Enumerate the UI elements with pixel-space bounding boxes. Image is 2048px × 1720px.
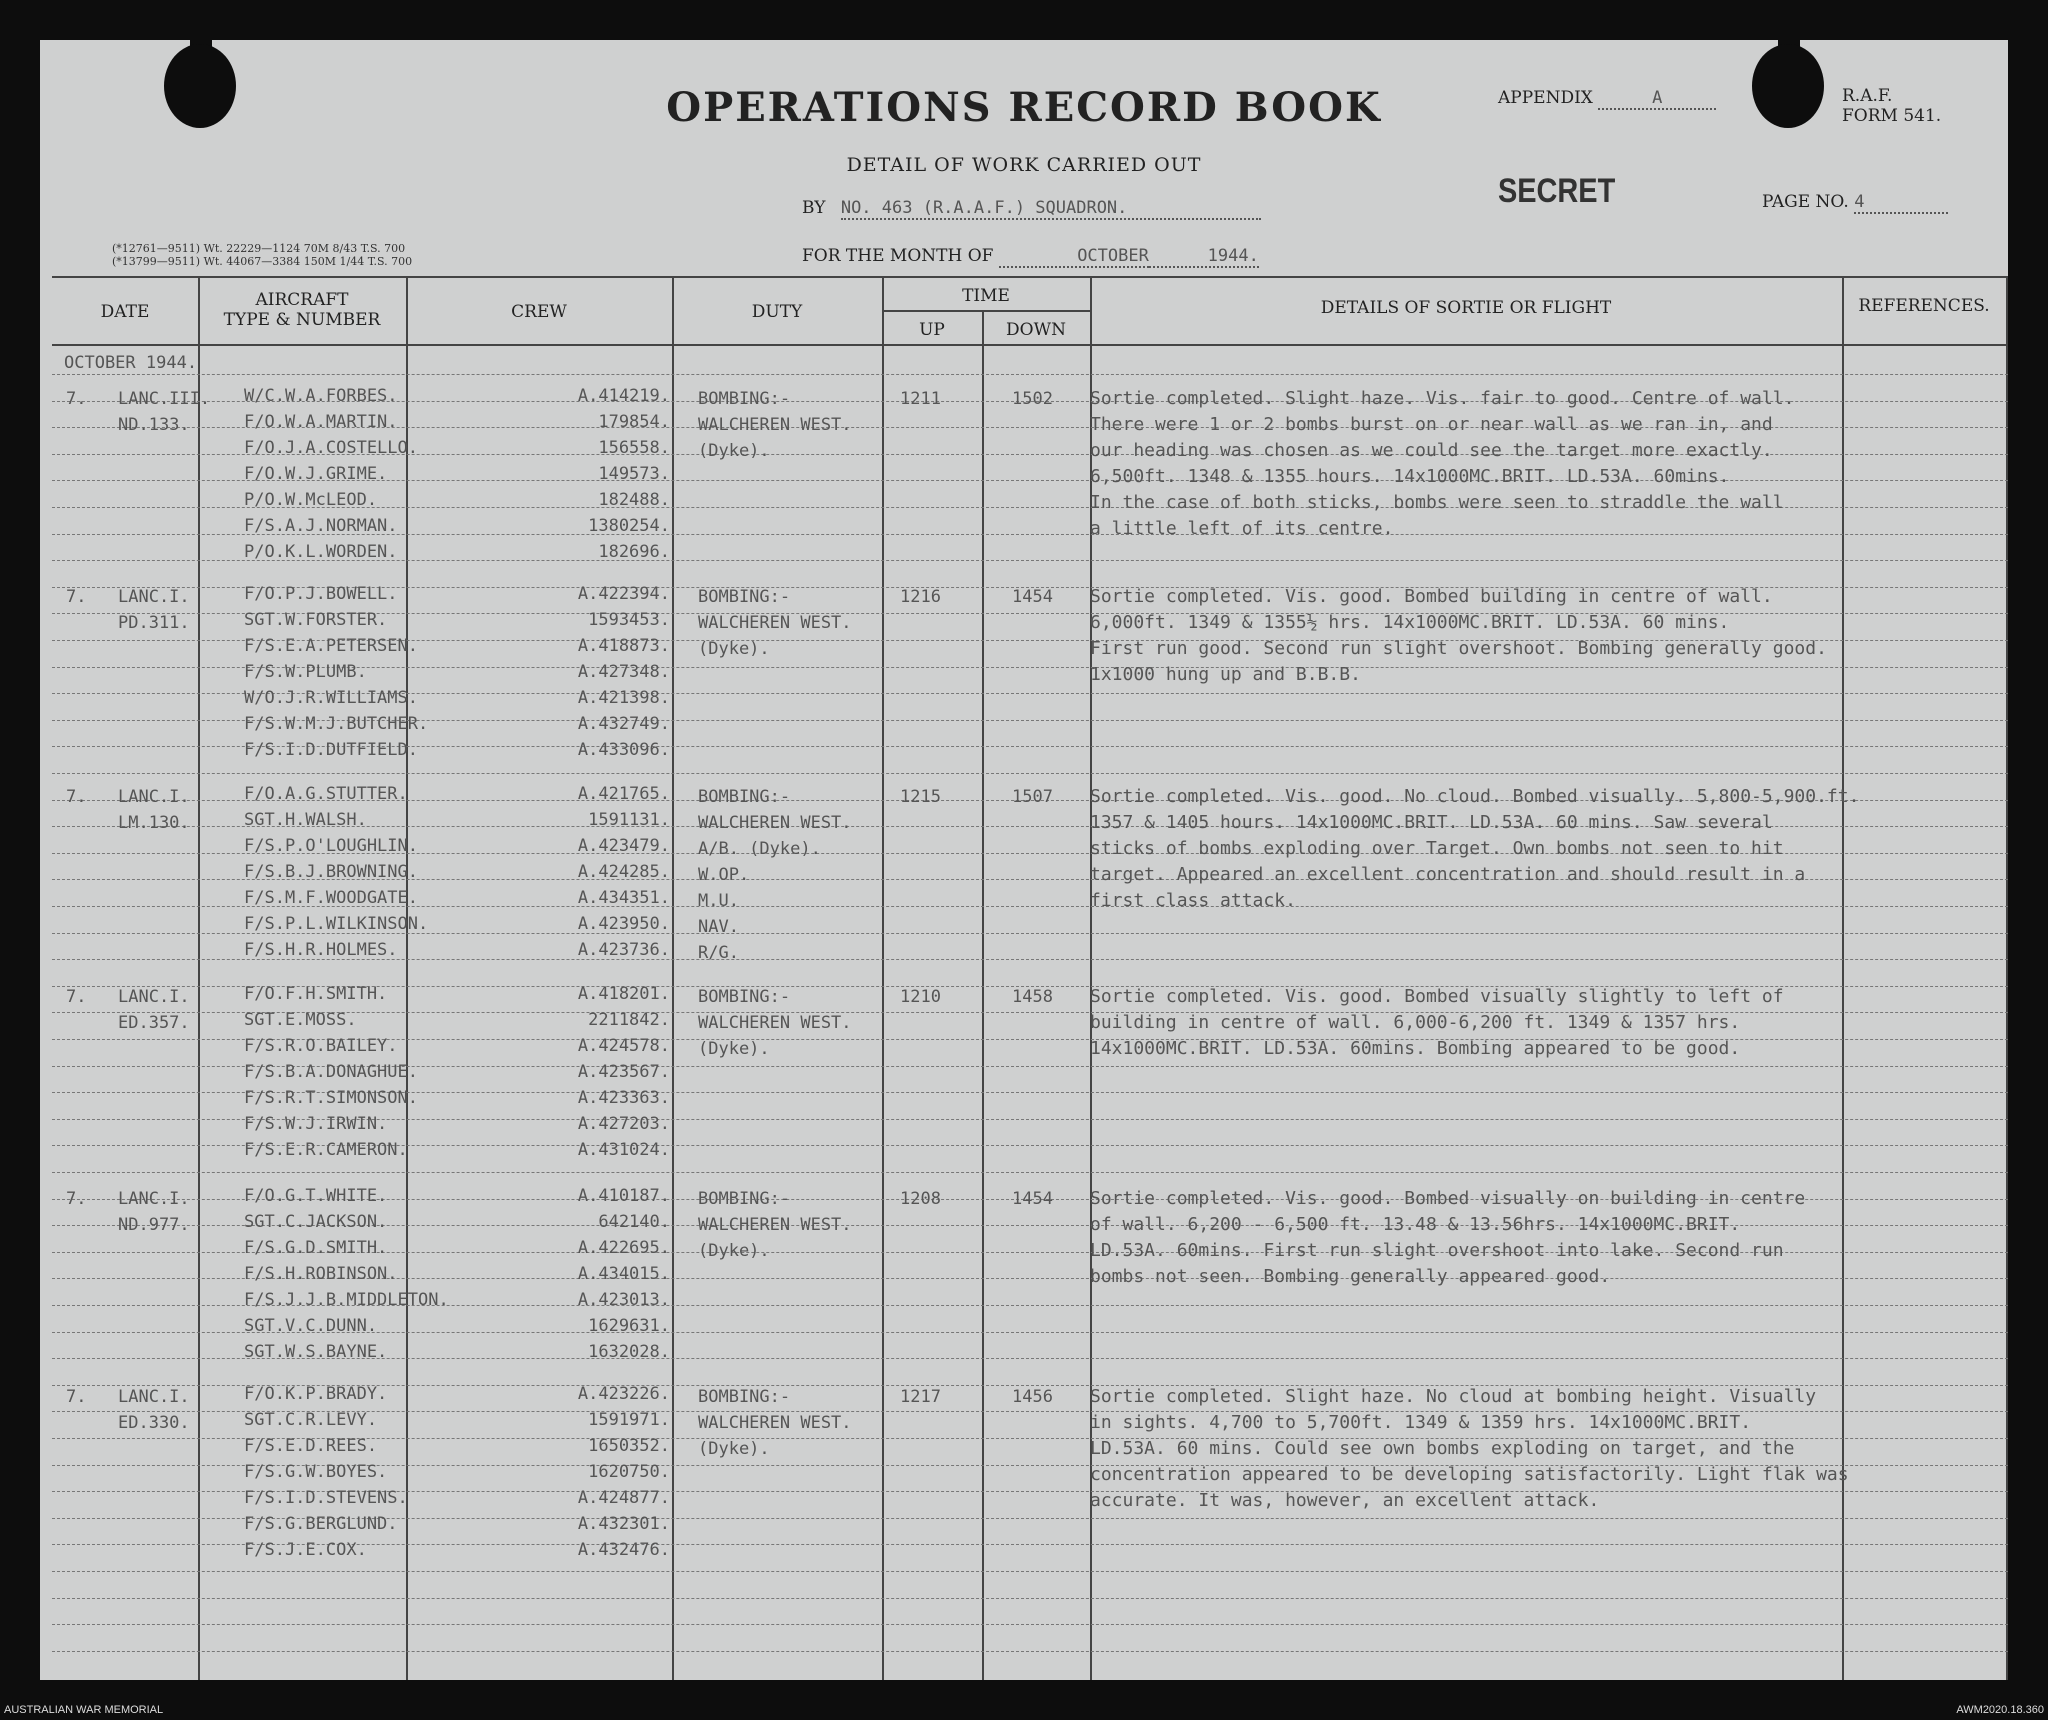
time-up: 1210 xyxy=(900,987,941,1007)
form-label-raf: R.A.F. xyxy=(1842,86,1893,106)
crew-number: A.424285. xyxy=(577,862,670,882)
details-line: Sortie completed. Slight haze. No cloud at bombing height. Visually xyxy=(1090,1386,1817,1407)
col-divider-aircraft xyxy=(406,276,408,1680)
sortie-details xyxy=(1090,784,1970,914)
duty-line: (Dyke). xyxy=(698,639,770,659)
table-right-border xyxy=(2006,276,2008,1680)
col-header-up: UP xyxy=(919,320,945,340)
duty-line: WALCHEREN WEST. xyxy=(698,415,852,435)
details-line: target. Appeared an excellent concentration and should result in a xyxy=(1090,864,1806,885)
crew-name: F/O.W.J.GRIME. xyxy=(244,464,388,484)
print-codes xyxy=(112,242,412,268)
col-header-references: REFERENCES. xyxy=(1858,296,1990,316)
crew-number: 1380254. xyxy=(588,516,670,536)
appendix-label: APPENDIX xyxy=(1498,88,1593,108)
ruled-line xyxy=(52,773,2008,774)
crew-name: P/O.K.L.WORDEN. xyxy=(244,542,398,562)
details-line: 6,500ft. 1348 & 1355 hours. 14x1000MC.BRIT. LD.53A. 60mins. xyxy=(1090,466,1730,487)
crew-number: A.422394. xyxy=(577,584,670,604)
month-value: OCTOBER xyxy=(999,246,1149,268)
aircraft-id: LANC.I. xyxy=(118,587,190,607)
year-value: 1944. xyxy=(1149,246,1259,268)
crew-name: F/S.I.D.STEVENS. xyxy=(244,1488,408,1508)
duty-line: M.U. xyxy=(698,891,739,911)
crew-number: 1650352. xyxy=(588,1436,670,1456)
crew-name: F/S.B.J.BROWNING. xyxy=(244,862,418,882)
crew-name: F/O.F.H.SMITH. xyxy=(244,984,388,1004)
col-divider-duty xyxy=(882,276,884,1680)
crew-name: P/O.W.McLEOD. xyxy=(244,490,378,510)
crew-number: 182696. xyxy=(598,542,670,562)
squadron-value: NO. 463 (R.A.A.F.) SQUADRON. xyxy=(841,198,1261,220)
duty-line: BOMBING:- xyxy=(698,987,791,1007)
crew-number: A.421398. xyxy=(577,688,670,708)
crew-name: F/S.J.E.COX. xyxy=(244,1540,367,1560)
details-line: 1x1000 hung up and B.B.B. xyxy=(1090,664,1361,685)
duty-line: (Dyke). xyxy=(698,1241,770,1261)
aircraft-id: LANC.I. xyxy=(118,1189,190,1209)
crew-number: 156558. xyxy=(598,438,670,458)
crew-name: W/C.W.A.FORBES. xyxy=(244,386,398,406)
footer-accession: AWM2020.18.360 xyxy=(1956,1704,2044,1716)
details-line: building in centre of wall. 6,000-6,200 ft. 1349 & 1357 hrs. xyxy=(1090,1012,1741,1033)
table-header-border xyxy=(52,344,2008,346)
crew-name: F/S.W.M.J.BUTCHER. xyxy=(244,714,429,734)
crew-name: SGT.V.C.DUNN. xyxy=(244,1316,378,1336)
crew-name: F/S.W.J.IRWIN. xyxy=(244,1114,388,1134)
crew-number: A.421765. xyxy=(577,784,670,804)
form-label xyxy=(1842,86,1941,126)
crew-number: 2211842. xyxy=(588,1010,670,1030)
crew-name: F/S.E.A.PETERSEN. xyxy=(244,636,418,656)
sortie-details xyxy=(1090,584,1970,688)
crew-name: F/S.P.L.WILKINSON. xyxy=(244,914,429,934)
crew-number: A.414219. xyxy=(577,386,670,406)
crew-name: F/S.H.ROBINSON. xyxy=(244,1264,398,1284)
col-header-aircraft-line2: TYPE & NUMBER xyxy=(223,310,381,330)
duty-line: R/G. xyxy=(698,943,739,963)
ruled-line xyxy=(52,1651,2008,1652)
month-field xyxy=(802,246,1259,268)
crew-name: F/O.K.P.BRADY. xyxy=(244,1384,388,1404)
crew-number: A.418201. xyxy=(577,984,670,1004)
crew-name: SGT.W.S.BAYNE. xyxy=(244,1342,388,1362)
aircraft-id: PD.311. xyxy=(118,613,190,633)
crew-number: A.433096. xyxy=(577,740,670,760)
crew-number: A.422695. xyxy=(577,1238,670,1258)
duty-line: BOMBING:- xyxy=(698,389,791,409)
col-header-duty: DUTY xyxy=(751,302,803,322)
crew-name: F/S.E.R.CAMERON. xyxy=(244,1140,408,1160)
crew-number: A.427203. xyxy=(577,1114,670,1134)
ruled-line xyxy=(52,1172,2008,1173)
crew-name: F/S.I.D.DUTFIELD. xyxy=(244,740,418,760)
duty-line: NAV. xyxy=(698,917,739,937)
crew-name: F/S.A.J.NORMAN. xyxy=(244,516,398,536)
duty-line: WALCHEREN WEST. xyxy=(698,1013,852,1033)
aircraft-id: LANC.I. xyxy=(118,1387,190,1407)
secret-stamp: SECRET xyxy=(1498,172,1616,210)
aircraft-id: LANC.I. xyxy=(118,987,190,1007)
details-line: accurate. It was, however, an excellent attack. xyxy=(1090,1490,1600,1511)
crew-name: F/S.J.J.B.MIDDLETON. xyxy=(244,1290,449,1310)
duty-line: W.OP. xyxy=(698,865,750,885)
crew-name: SGT.E.MOSS. xyxy=(244,1010,357,1030)
details-line: There were 1 or 2 bombs burst on or near wall as we ran in, and xyxy=(1090,414,1773,435)
crew-name: F/S.G.BERGLUND. xyxy=(244,1514,398,1534)
details-line: concentration appeared to be developing satisfactorily. Light flak was xyxy=(1090,1464,1849,1485)
details-line: sticks of bombs exploding over Target. Own bombs not seen to hit xyxy=(1090,838,1784,859)
footer-source: AUSTRALIAN WAR MEMORIAL xyxy=(4,1704,164,1716)
aircraft-id: LANC.III. xyxy=(118,389,211,409)
sortie-date: 7. xyxy=(66,587,87,607)
crew-name: SGT.W.FORSTER. xyxy=(244,610,388,630)
details-line: Sortie completed. Slight haze. Vis. fair to good. Centre of wall. xyxy=(1090,388,1795,409)
by-label: BY xyxy=(802,198,826,218)
page-title: OPERATIONS RECORD BOOK xyxy=(666,84,1382,131)
crew-number: 179854. xyxy=(598,412,670,432)
time-down: 1454 xyxy=(1012,1189,1053,1209)
crew-number: A.418873. xyxy=(577,636,670,656)
sortie-date: 7. xyxy=(66,389,87,409)
details-line: First run good. Second run slight overshoot. Bombing generally good. xyxy=(1090,638,1827,659)
crew-name: F/S.M.F.WOODGATE. xyxy=(244,888,418,908)
duty-line: BOMBING:- xyxy=(698,587,791,607)
time-down: 1456 xyxy=(1012,1387,1053,1407)
crew-name: F/S.P.O'LOUGHLIN. xyxy=(244,836,418,856)
crew-number: A.423363. xyxy=(577,1088,670,1108)
details-line: 6,000ft. 1349 & 1355½ hrs. 14x1000MC.BRIT. LD.53A. 60 mins. xyxy=(1090,612,1730,633)
page-number-label: PAGE NO. xyxy=(1762,192,1849,212)
col-divider-date xyxy=(198,276,200,1680)
details-line: Sortie completed. Vis. good. No cloud. Bombed visually. 5,800-5,900.ft. xyxy=(1090,786,1860,807)
crew-number: A.432749. xyxy=(577,714,670,734)
crew-number: 1620750. xyxy=(588,1462,670,1482)
crew-name: F/O.A.G.STUTTER. xyxy=(244,784,408,804)
crew-name: F/S.G.D.SMITH. xyxy=(244,1238,388,1258)
details-line: Sortie completed. Vis. good. Bombed visually on building in centre xyxy=(1090,1188,1806,1209)
col-header-details: DETAILS OF SORTIE OR FLIGHT xyxy=(1320,298,1612,318)
ruled-line xyxy=(52,1598,2008,1599)
crew-number: 1629631. xyxy=(588,1316,670,1336)
crew-name: F/O.J.A.COSTELLO. xyxy=(244,438,418,458)
crew-name: F/O.P.J.BOWELL. xyxy=(244,584,398,604)
aircraft-id: ED.330. xyxy=(118,1413,190,1433)
duty-line: BOMBING:- xyxy=(698,1387,791,1407)
time-up: 1216 xyxy=(900,587,941,607)
time-up: 1211 xyxy=(900,389,941,409)
details-line: Sortie completed. Vis. good. Bombed building in centre of wall. xyxy=(1090,586,1773,607)
crew-number: 149573. xyxy=(598,464,670,484)
col-header-down: DOWN xyxy=(1006,320,1066,340)
crew-number: A.427348. xyxy=(577,662,670,682)
ruled-line xyxy=(52,1571,2008,1572)
crew-number: 1591131. xyxy=(588,810,670,830)
crew-number: A.434015. xyxy=(577,1264,670,1284)
crew-number: 182488. xyxy=(598,490,670,510)
appendix-value: A xyxy=(1598,88,1716,110)
crew-name: SGT.C.JACKSON. xyxy=(244,1212,388,1232)
details-line: first class attack. xyxy=(1090,890,1296,911)
crew-number: A.423950. xyxy=(577,914,670,934)
duty-line: BOMBING:- xyxy=(698,787,791,807)
sortie-date: 7. xyxy=(66,1189,87,1209)
crew-number: 1632028. xyxy=(588,1342,670,1362)
col-header-time: TIME xyxy=(962,286,1010,306)
table-top-border xyxy=(52,276,2008,278)
crew-name: F/S.R.O.BAILEY. xyxy=(244,1036,398,1056)
duty-line: WALCHEREN WEST. xyxy=(698,1215,852,1235)
duty-line: WALCHEREN WEST. xyxy=(698,1413,852,1433)
details-line: Sortie completed. Vis. good. Bombed visually slightly to left of xyxy=(1090,986,1784,1007)
month-heading: OCTOBER 1944. xyxy=(64,353,198,373)
sortie-date: 7. xyxy=(66,987,87,1007)
crew-name: F/O.W.A.MARTIN. xyxy=(244,412,398,432)
sortie-date: 7. xyxy=(66,1387,87,1407)
time-up: 1208 xyxy=(900,1189,941,1209)
crew-number: 1591971. xyxy=(588,1410,670,1430)
crew-number: 1593453. xyxy=(588,610,670,630)
sortie-date: 7. xyxy=(66,787,87,807)
crew-name: F/S.G.W.BOYES. xyxy=(244,1462,388,1482)
time-up: 1215 xyxy=(900,787,941,807)
details-line: our heading was chosen as we could see the target more exactly. xyxy=(1090,440,1773,461)
duty-line: BOMBING:- xyxy=(698,1189,791,1209)
crew-name: F/S.E.D.REES. xyxy=(244,1436,378,1456)
col-divider-crew xyxy=(672,276,674,1680)
sortie-details xyxy=(1090,1186,1970,1290)
crew-name: SGT.C.R.LEVY. xyxy=(244,1410,378,1430)
crew-name: W/O.J.R.WILLIAMS. xyxy=(244,688,418,708)
form-label-number: FORM 541. xyxy=(1842,106,1942,126)
duty-line: (Dyke). xyxy=(698,441,770,461)
details-line: in sights. 4,700 to 5,700ft. 1349 & 1359 hrs. 14x1000MC.BRIT. xyxy=(1090,1412,1752,1433)
print-code-1: (*12761—9511) Wt. 22229—1124 70M 8/43 T.S. 700 xyxy=(112,242,406,255)
crew-number: A.423479. xyxy=(577,836,670,856)
crew-number: A.432476. xyxy=(577,1540,670,1560)
time-up: 1217 xyxy=(900,1387,941,1407)
duty-line: (Dyke). xyxy=(698,1039,770,1059)
print-code-2: (*13799—9511) Wt. 44067—3384 150M 1/44 T.S. 700 xyxy=(112,255,413,268)
page-subtitle: DETAIL OF WORK CARRIED OUT xyxy=(846,154,1202,176)
page-number-value: 4 xyxy=(1854,192,1948,214)
squadron-field xyxy=(802,198,1261,220)
aircraft-id: ND.977. xyxy=(118,1215,190,1235)
ruled-line xyxy=(52,1624,2008,1625)
details-line: In the case of both sticks, bombs were seen to straddle the wall xyxy=(1090,492,1784,513)
duty-line: WALCHEREN WEST. xyxy=(698,613,852,633)
aircraft-id: ED.357. xyxy=(118,1013,190,1033)
crew-number: A.423013. xyxy=(577,1290,670,1310)
crew-number: A.424578. xyxy=(577,1036,670,1056)
duty-line: WALCHEREN WEST. xyxy=(698,813,852,833)
crew-name: F/O.G.T.WHITE. xyxy=(244,1186,388,1206)
col-header-date: DATE xyxy=(100,302,150,322)
crew-name: F/S.B.A.DONAGHUE. xyxy=(244,1062,418,1082)
crew-name: SGT.H.WALSH. xyxy=(244,810,367,830)
time-down: 1502 xyxy=(1012,389,1053,409)
col-header-aircraft-line1: AIRCRAFT xyxy=(255,290,349,310)
crew-name: F/S.W.PLUMB. xyxy=(244,662,367,682)
details-line: 1357 & 1405 hours. 14x1000MC.BRIT. LD.53A. 60 mins. Saw several xyxy=(1090,812,1773,833)
crew-number: A.434351. xyxy=(577,888,670,908)
time-down: 1458 xyxy=(1012,987,1053,1007)
sortie-details xyxy=(1090,1384,1970,1514)
crew-number: A.423226. xyxy=(577,1384,670,1404)
details-line: LD.53A. 60 mins. Could see own bombs exploding on target, and the xyxy=(1090,1438,1795,1459)
crew-number: A.423736. xyxy=(577,940,670,960)
crew-number: A.424877. xyxy=(577,1488,670,1508)
col-header-crew: CREW xyxy=(511,302,567,322)
crew-number: A.410187. xyxy=(577,1186,670,1206)
duty-line: (Dyke). xyxy=(698,1439,770,1459)
duty-line: A/B. (Dyke). xyxy=(698,839,821,859)
aircraft-id: LANC.I. xyxy=(118,787,190,807)
crew-number: A.431024. xyxy=(577,1140,670,1160)
details-line: 14x1000MC.BRIT. LD.53A. 60mins. Bombing appeared to be good. xyxy=(1090,1038,1741,1059)
crew-number: 642140. xyxy=(598,1212,670,1232)
details-line: bombs not seen. Bombing generally appeared good. xyxy=(1090,1266,1611,1287)
col-divider-up xyxy=(982,310,984,1680)
time-down: 1507 xyxy=(1012,787,1053,807)
details-line: a little left of its centre. xyxy=(1090,518,1394,539)
aircraft-id: LM.130. xyxy=(118,813,190,833)
sortie-details xyxy=(1090,386,1970,542)
sortie-details xyxy=(1090,984,1970,1062)
appendix-field xyxy=(1498,88,1716,110)
crew-number: A.432301. xyxy=(577,1514,670,1534)
time-header-divider xyxy=(882,310,1090,312)
crew-number: A.423567. xyxy=(577,1062,670,1082)
crew-name: F/S.H.R.HOLMES. xyxy=(244,940,398,960)
ruled-line xyxy=(52,374,2008,375)
page-number-field xyxy=(1762,192,1948,214)
month-label: FOR THE MONTH OF xyxy=(802,246,994,266)
time-down: 1454 xyxy=(1012,587,1053,607)
aircraft-id: ND.133. xyxy=(118,415,190,435)
col-header-aircraft xyxy=(198,290,406,330)
details-line: LD.53A. 60mins. First run slight overshoot into lake. Second run xyxy=(1090,1240,1784,1261)
crew-name: F/S.R.T.SIMONSON. xyxy=(244,1088,418,1108)
details-line: of wall. 6,200 - 6,500 ft. 13.48 & 13.56hrs. 14x1000MC.BRIT. xyxy=(1090,1214,1741,1235)
